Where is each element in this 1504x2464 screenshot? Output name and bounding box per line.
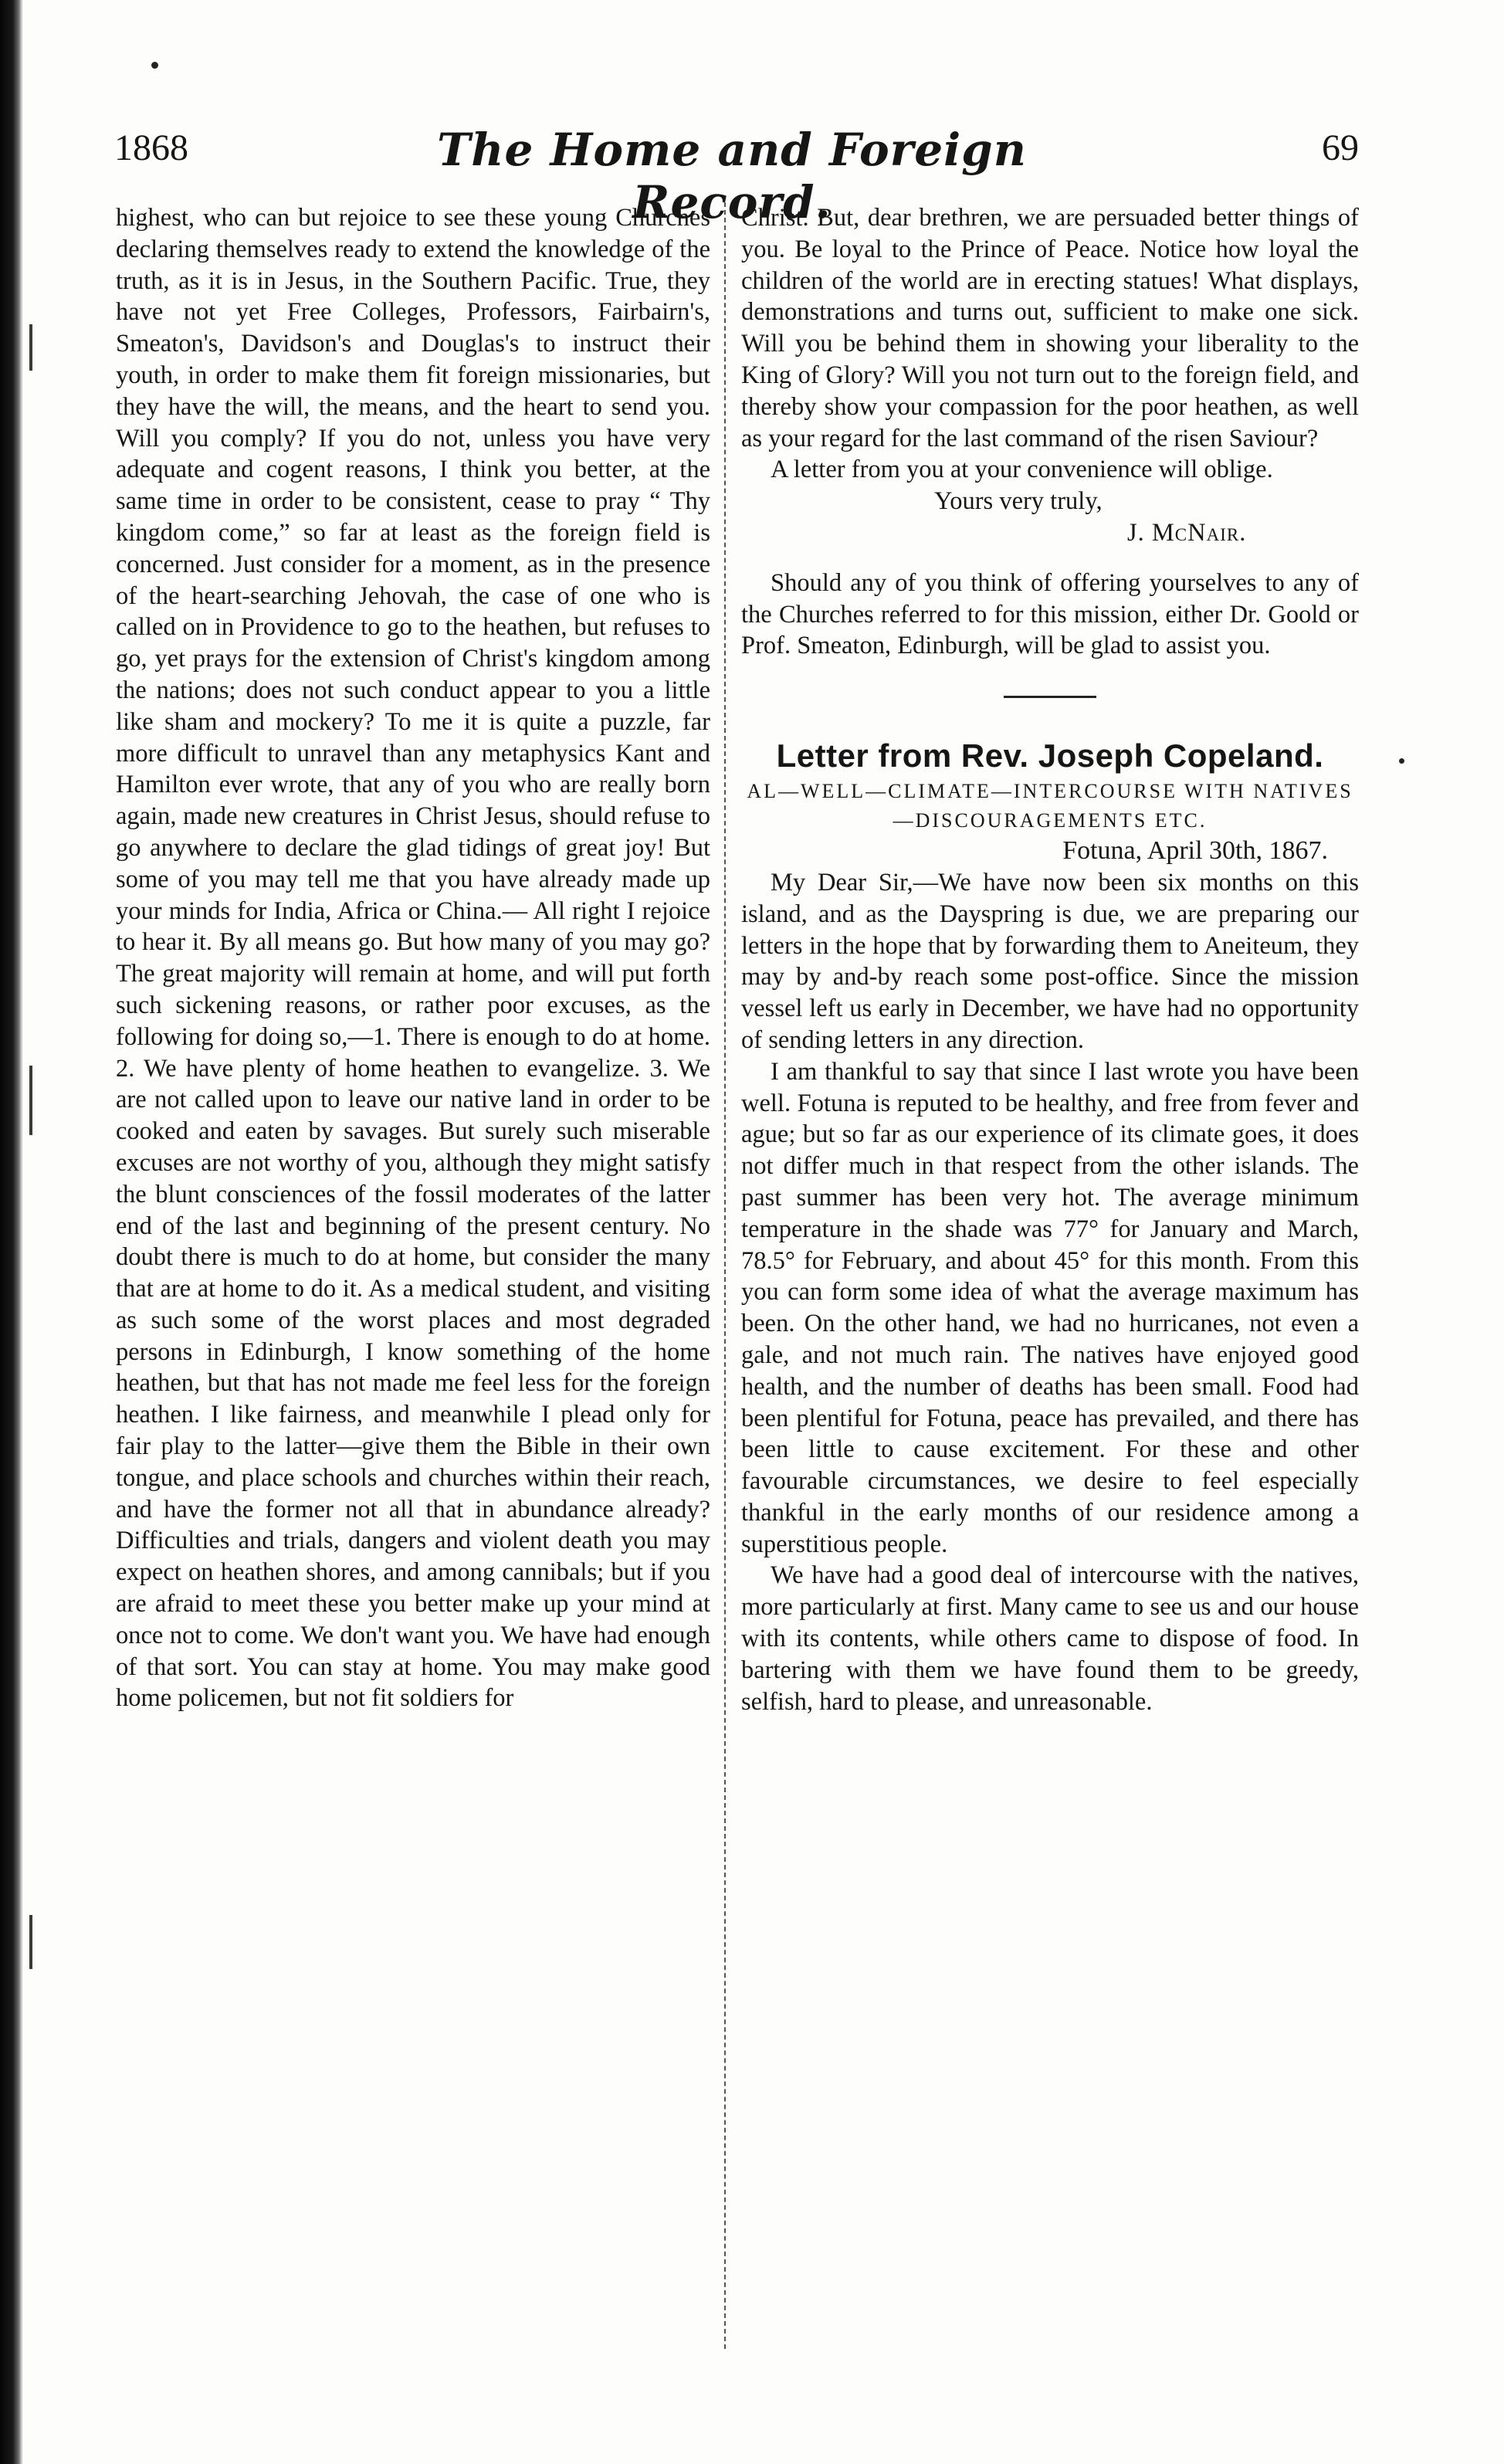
letter-signature: J. McNair. — [1127, 518, 1247, 547]
offer-paragraph: Should any of you think of offering yourselves to any of the Churches referred to for this mission, either Dr. Goold or Prof. Smeaton, Edinburgh, will be glad to assist you. — [741, 568, 1359, 660]
column-divider — [724, 202, 726, 2349]
ink-speck — [1399, 758, 1404, 764]
right-column — [741, 202, 1359, 1717]
article-title: Letter from Rev. Joseph Copeland. — [776, 737, 1324, 774]
section-separator — [1004, 696, 1096, 698]
page-binding-edge — [0, 0, 23, 2464]
running-header — [114, 124, 1359, 229]
salutation-paragraph: My Dear Sir,—We have now been six months on this island, and as the Dayspring is due, we are preparing our letters in the hope that by forwarding them to Aneiteum, they may by and-by reach some post-office. Since the mission vessel left us early in December, we have had no opportunity of sending letters in any direction. — [741, 868, 1359, 1054]
article-dateline: Fotuna, April 30th, 1867. — [1062, 836, 1328, 866]
page-number: 69 — [1322, 127, 1359, 168]
binding-tick — [29, 1915, 32, 1969]
climate-paragraph: I am thankful to say that since I last wrote you have been well. Fotuna is reputed to be healthy, and free from fever and ague; but so far as our experience of its climate goes, it does not differ much in that respect from the other islands. The past summer has been very hot. The average minimum temperature in the shade was 77° for January and March, 78.5° for February, and about 45° for this month. From this you can form some idea of what the average maximum has been. On the other hand, we had no hurricanes, not even a gale, and not much rain. The natives have enjoyed good health, and the number of deaths has been small. Food had been plentiful for Fotuna, peace has prevailed, and there has been little to cause excitement. For these and other favourable circumstances, we desire to feel especially thankful in the early months of our residence among a superstitious people. — [741, 1057, 1359, 1558]
request-paragraph: A letter from you at your convenience will oblige. — [771, 456, 1273, 484]
ink-speck — [151, 62, 158, 69]
binding-tick — [29, 324, 32, 371]
left-column — [116, 202, 710, 1714]
letter-closing: Yours very truly, — [934, 487, 1103, 516]
intercourse-paragraph: We have had a good deal of intercourse with the natives, more particularly at first. Many came to see us and our house with its contents, while others came to dispose of food. In bartering with them we have found them to be greedy, selfish, hard to please, and unreasonable. — [741, 1561, 1359, 1716]
header-year: 1868 — [114, 127, 188, 168]
left-column-text: highest, who can but rejoice to see these young Churches declaring themselves ready to extend the knowledge of the truth, as it is in Jesus, in the Southern Pacific. True, they have not yet Free Colleges, Professors, Fairbairn's, Smeaton's, Davidson's and Douglas's to instruct their youth, in order to make them fit foreign missionaries, but they have the will, the means, and the heart to send you. Will you comply? If you do not, unless you have very adequate and cogent reasons, I think you better, at the same time in order to be consistent, cease to pray “ Thy kingdom come,” so far at least as the foreign field is concerned. Just consider for a moment, as in the presence of the heart-searching Jehovah, the case of one who is called on in Providence to go to the heathen, but refuses to go, yet prays for the extension of Christ's kingdom among the nations; does not such conduct appear to you a little like sham and mockery? To me it is quite a puzzle, far more difficult to unravel than any metaphysics Kant and Hamilton ever wrote, that any of you who are really born again, made new creatures in Christ Jesus, should refuse to go anywhere to declare the glad tidings of great joy! But some of you may tell me that you have already made up your minds for India, Africa or China.— All right I rejoice to hear it. By all means go. But how many of you may go? The great majority will remain at home, and will put forth such sickening reasons, or rather poor excuses, as the following for doing so,—1. There is enough to do at home. 2. We have plenty of home heathen to evangelize. 3. We are not called upon to leave our native land in order to be cooked and eaten by savages. But surely such miserable excuses are not worthy of you, although they might satisfy the blunt consciences of the fossil moderates of the latter end of the last and beginning of the present century. No doubt there is much to do at home, but consider the many that are at home to do it. As a medical student, and visiting as such some of the worst places and most degraded persons in Edinburgh, I know something of the home heathen, but that has not made me feel less for the foreign heathen. I like fairness, and meanwhile I plead only for fair play to the latter—give them the Bible in their own tongue, and place schools and churches within their reach, and have the former not all that in abundance already? Difficulties and trials, dangers and violent death you may expect on heathen shores, and among cannibals; but if you are afraid to meet these you better make up your mind at once not to come. We don't want you. We have had enough of that sort. You can stay at home. You may make good home policemen, but not fit soldiers for — [116, 204, 710, 1713]
journal-title: The Home and Foreign Record. — [437, 124, 1027, 229]
article-subtitle: AL—WELL—CLIMATE—INTERCOURSE WITH NATIVES—DISCOURAGEMENTS ETC. — [747, 780, 1353, 832]
binding-tick — [29, 1066, 32, 1135]
closing-paragraph: Christ. But, dear brethren, we are persuaded better things of you. Be loyal to the Prince of Peace. Notice how loyal the children of the world are in erecting statues! What displays, demonstrations and turns out, sufficient to make one sick. Will you be behind them in showing your liberality to the King of Glory? Will you not turn out to the foreign field, and thereby show your compassion for the poor heathen, as well as your regard for the last command of the risen Saviour? — [741, 204, 1359, 452]
